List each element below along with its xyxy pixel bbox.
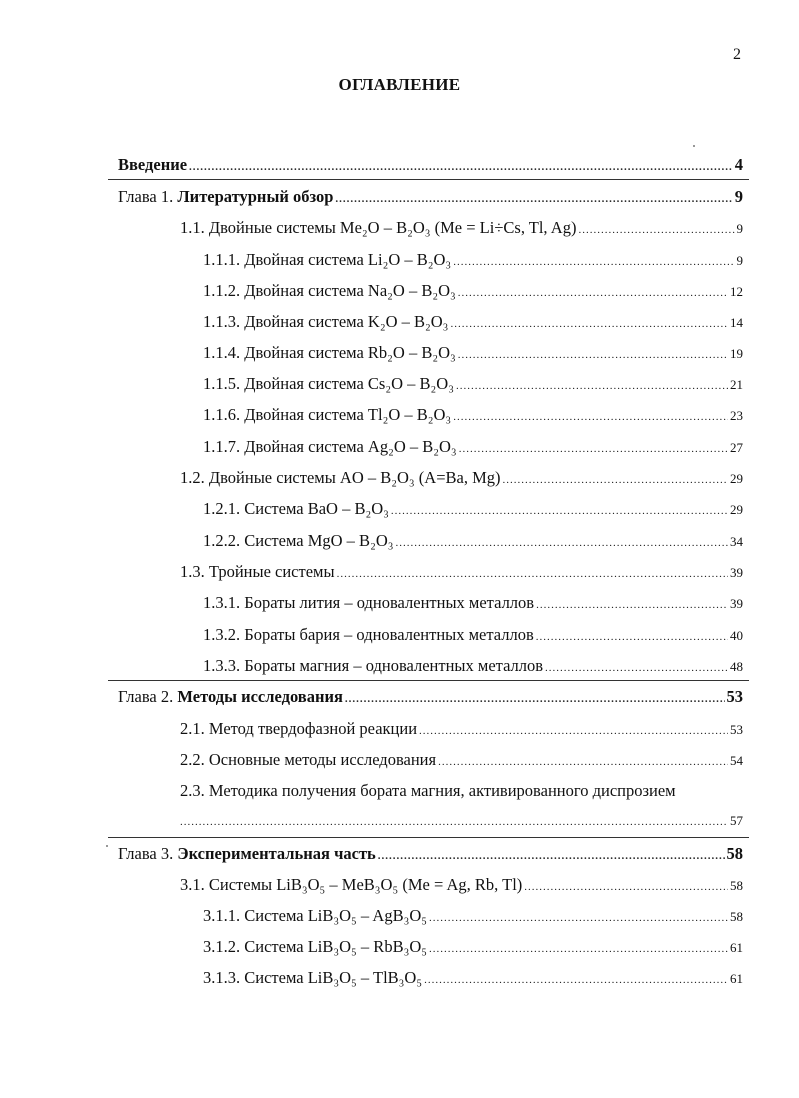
toc-label: 3.1.1. Система LiB₃O₅ – AgB₃O₅ [203, 906, 427, 925]
toc-label: 1.2.2. Система MgO – B₂O₃ [203, 531, 394, 550]
leader-dots [180, 816, 728, 828]
toc-label: 3.1.3. Система LiB₃O₅ – TlB₃O₅ [203, 968, 423, 987]
page-number: 2 [733, 46, 741, 63]
leader-dots [536, 631, 728, 643]
toc-page: 9 [736, 221, 743, 236]
toc-page: 4 [734, 155, 743, 174]
toc-page: 61 [730, 971, 743, 986]
toc-label: 1.2.1. Система BaO – B₂O₃ [203, 499, 389, 518]
toc-label [118, 844, 376, 864]
scan-speck [106, 845, 108, 847]
toc-label [118, 687, 343, 707]
leader-dots [453, 256, 734, 268]
leader-dots [395, 537, 728, 549]
divider [108, 179, 749, 180]
chapter-prefix: Глава 1. [118, 187, 178, 206]
toc-entry-1-1-5[interactable] [203, 374, 743, 394]
toc-page: 23 [730, 408, 743, 423]
toc-page: 19 [730, 346, 743, 361]
leader-dots [335, 193, 732, 205]
toc-entry-2-2[interactable] [180, 750, 743, 770]
toc-page: 48 [730, 659, 743, 674]
toc-label: 1.3. Тройные системы [180, 562, 335, 581]
leader-dots [345, 693, 725, 705]
toc-label: 1.1.2. Двойная система Na₂O – B₂O₃ [203, 281, 456, 300]
leader-dots [503, 474, 728, 486]
toc-entry-1-2-2[interactable] [203, 531, 743, 551]
toc-label: 2.1. Метод твердофазной реакции [180, 719, 418, 738]
toc-entry-1-2[interactable] [180, 468, 743, 488]
chapter-prefix: Глава 2. [118, 687, 178, 706]
toc-label: 1.2. Двойные системы AO – B₂O₃ (A=Ba, Mg) [180, 468, 501, 487]
toc-label: 1.1.6. Двойная система Tl₂O – B₂O₃ [203, 405, 452, 424]
chapter-title: Экспериментальная часть [177, 844, 376, 863]
toc-entry-1-1-7[interactable] [203, 437, 743, 457]
toc-page: 39 [730, 596, 743, 611]
toc-entry-chapter-1[interactable] [118, 187, 743, 207]
leader-dots [424, 974, 728, 986]
leader-dots [450, 318, 728, 330]
leader-dots [458, 349, 728, 361]
toc-label: 3.1. Системы LiB₃O₅ – MeB₃O₅ (Me = Ag, Rb, Tl) [180, 875, 523, 894]
toc-label [118, 187, 333, 207]
toc-entry-3-1[interactable] [180, 875, 743, 895]
leader-dots [459, 443, 728, 455]
chapter-title: Литературный обзор [177, 187, 334, 206]
toc-entry-1-3-2[interactable] [203, 625, 743, 645]
leader-dots [453, 411, 728, 423]
toc-entry-1-1-3[interactable] [203, 312, 743, 332]
toc-page: 57 [730, 813, 743, 828]
toc-page: 40 [730, 628, 743, 643]
divider [108, 837, 749, 838]
leader-dots [458, 287, 728, 299]
toc-page: 27 [730, 440, 743, 455]
toc-page: 61 [730, 940, 743, 955]
toc-entry-1-1[interactable] [180, 218, 743, 238]
toc-page: 58 [730, 909, 743, 924]
toc-label: 1.1.7. Двойная система Ag₂O – B₂O₃ [203, 437, 457, 456]
leader-dots [189, 161, 733, 173]
toc-label: 1.3.1. Бораты лития – одновалентных металлов [203, 593, 535, 612]
leader-dots [429, 912, 728, 924]
toc-label: 3.1.2. Система LiB₃O₅ – RbB₃O₅ [203, 937, 427, 956]
toc-label: 1.1.4. Двойная система Rb₂O – B₂O₃ [203, 343, 456, 362]
divider [108, 680, 749, 681]
leader-dots [524, 881, 728, 893]
toc-entry-1-3-3[interactable] [203, 656, 743, 676]
toc-page: 12 [730, 284, 743, 299]
toc-page: 53 [726, 687, 743, 706]
toc-label: 1.1. Двойные системы Me₂O – B₂O₃ (Me = Li÷Cs, Tl, Ag) [180, 218, 577, 237]
toc-entry-2-3[interactable] [180, 813, 743, 829]
toc-page: 29 [730, 471, 743, 486]
scan-speck [693, 145, 695, 147]
toc-entry-1-1-4[interactable] [203, 343, 743, 363]
toc-page: 14 [730, 315, 743, 330]
toc-page: 34 [730, 534, 743, 549]
toc-label: 1.3.3. Бораты магния – одновалентных металлов [203, 656, 544, 675]
toc-page: 9 [734, 187, 743, 206]
toc-label: 1.1.5. Двойная система Cs₂O – B₂O₃ [203, 374, 454, 393]
toc-entry-1-1-6[interactable] [203, 405, 743, 425]
leader-dots [438, 756, 728, 768]
leader-dots [545, 662, 728, 674]
chapter-prefix: Глава 3. [118, 844, 178, 863]
toc-entry-chapter-3[interactable] [118, 844, 743, 864]
toc-entry-1-1-2[interactable] [203, 281, 743, 301]
leader-dots [391, 505, 728, 517]
toc-entry-3-1-3[interactable] [203, 968, 743, 988]
toc-entry-3-1-2[interactable] [203, 937, 743, 957]
toc-entry-intro[interactable] [118, 155, 743, 175]
toc-page: 9 [736, 253, 743, 268]
toc-label: 1.1.1. Двойная система Li₂O – B₂O₃ [203, 250, 452, 269]
toc-label: 1.3.2. Бораты бария – одновалентных металлов [203, 625, 534, 644]
toc-page: 58 [726, 844, 743, 863]
toc-page: 53 [730, 722, 743, 737]
toc-entry-1-2-1[interactable] [203, 499, 743, 519]
page-title: ОГЛАВЛЕНИЕ [338, 75, 461, 94]
toc-label: 1.1.3. Двойная система K₂O – B₂O₃ [203, 312, 449, 331]
leader-dots [337, 568, 728, 580]
leader-dots [419, 725, 728, 737]
toc-entry-1-3[interactable] [180, 562, 743, 582]
leader-dots [456, 380, 728, 392]
leader-dots [578, 224, 734, 236]
leader-dots [429, 943, 728, 955]
toc-entry-1-1-1[interactable] [203, 250, 743, 270]
leader-dots [378, 850, 725, 862]
toc-label: 2.2. Основные методы исследования [180, 750, 437, 769]
toc-entry-2-1[interactable] [180, 719, 743, 739]
leader-dots [536, 599, 728, 611]
toc-entry-2-3-label[interactable]: 2.3. Методика получения бората магния, активированного диспрозием [180, 781, 676, 800]
toc-page: 58 [730, 878, 743, 893]
toc-page: 21 [730, 377, 743, 392]
toc-entry-chapter-2[interactable] [118, 687, 743, 707]
toc-page: 29 [730, 502, 743, 517]
chapter-title: Методы исследования [177, 687, 343, 706]
toc-entry-3-1-1[interactable] [203, 906, 743, 926]
toc-page: 54 [730, 753, 743, 768]
toc-page: 39 [730, 565, 743, 580]
toc-entry-1-3-1[interactable] [203, 593, 743, 613]
toc-label: Введение [118, 155, 188, 174]
